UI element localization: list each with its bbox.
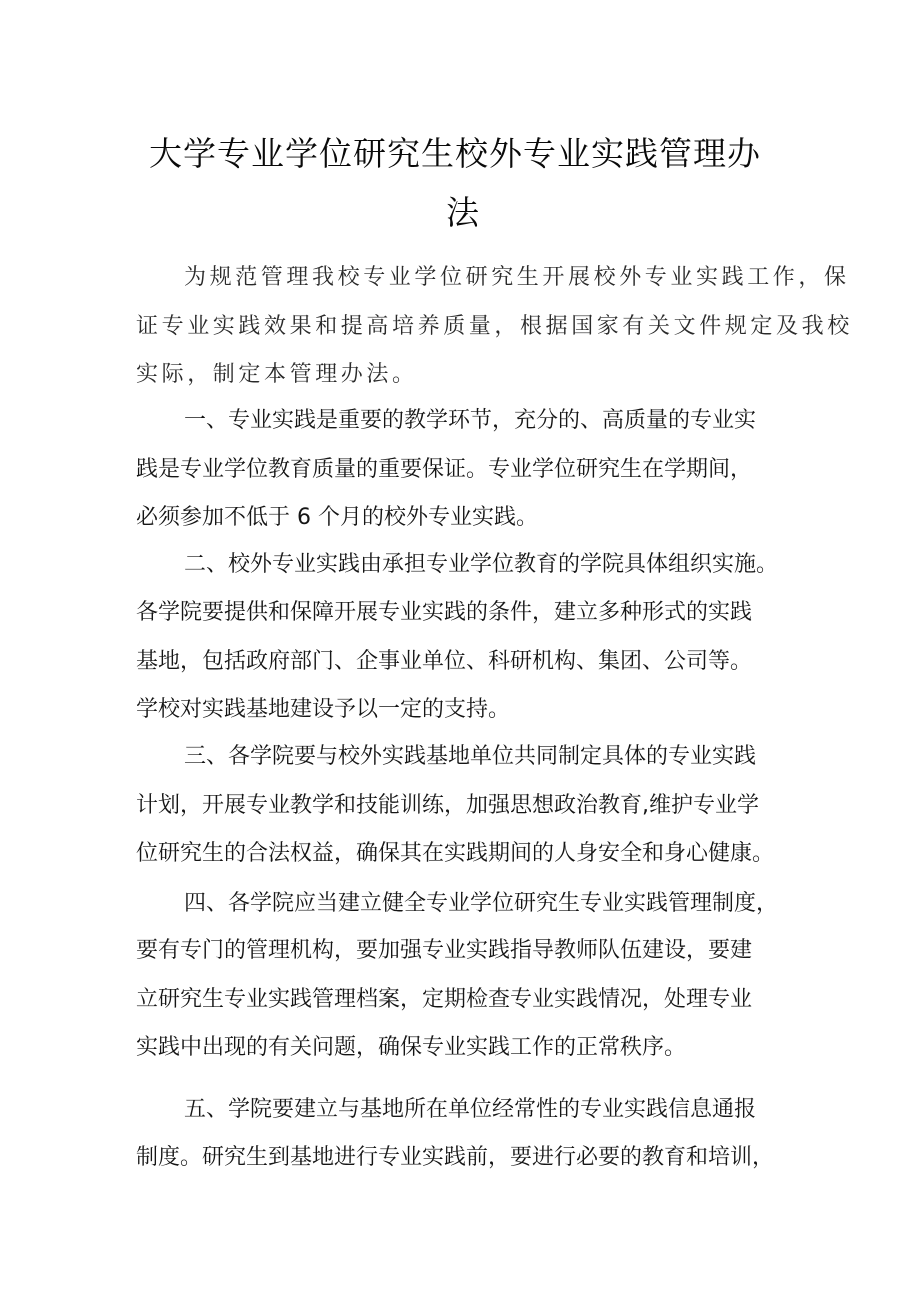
intro-line-2: 证专业实践效果和提高培养质量，根据国家有关文件规定及我校: [136, 314, 853, 339]
article-2-line-1: 二、校外专业实践由承担专业学位教育的学院具体组织实施。: [184, 552, 779, 577]
article-1-line-3: 必须参加不低于 6 个月的校外专业实践。: [136, 505, 538, 530]
article-5-line-1: 五、学院要建立与基地所在单位经常性的专业实践信息通报: [184, 1097, 757, 1122]
document-title-line-1: 大学专业学位研究生校外专业实践管理办: [149, 134, 761, 173]
article-2-line-4: 学校对实践基地建设予以一定的支持。: [136, 697, 511, 722]
intro-line-1: 为规范管理我校专业学位研究生开展校外专业实践工作，保: [184, 265, 850, 290]
article-3-line-3: 位研究生的合法权益，确保其在实践期间的人身安全和身心健康。: [136, 841, 775, 866]
article-2-line-2: 各学院要提供和保障开展专业实践的条件，建立多种形式的实践: [136, 600, 753, 625]
article-1-line-2: 践是专业学位教育质量的重要保证。专业学位研究生在学期间，: [136, 457, 753, 482]
article-4-line-4: 实践中出现的有关问题，确保专业实践工作的正常秩序。: [136, 1035, 687, 1060]
article-3-line-1: 三、各学院要与校外实践基地单位共同制定具体的专业实践: [184, 744, 757, 769]
intro-line-3: 实际，制定本管理办法。: [136, 362, 418, 387]
article-4-line-1: 四、各学院应当建立健全专业学位研究生专业实践管理制度，: [184, 891, 779, 916]
document-title-line-2: 法: [446, 193, 480, 232]
article-1-line-1: 一、专业实践是重要的教学环节，充分的、高质量的专业实: [184, 408, 757, 433]
article-5-line-2: 制度。研究生到基地进行专业实践前，要进行必要的教育和培训，: [136, 1145, 775, 1170]
article-4-line-2: 要有专门的管理机构，要加强专业实践指导教师队伍建设，要建: [136, 938, 753, 963]
article-3-line-2: 计划，开展专业教学和技能训练，加强思想政治教育,维护专业学: [136, 793, 759, 818]
article-4-line-3: 立研究生专业实践管理档案，定期检查专业实践情况，处理专业: [136, 987, 753, 1012]
article-2-line-3: 基地，包括政府部门、企事业单位、科研机构、集团、公司等。: [136, 649, 753, 674]
